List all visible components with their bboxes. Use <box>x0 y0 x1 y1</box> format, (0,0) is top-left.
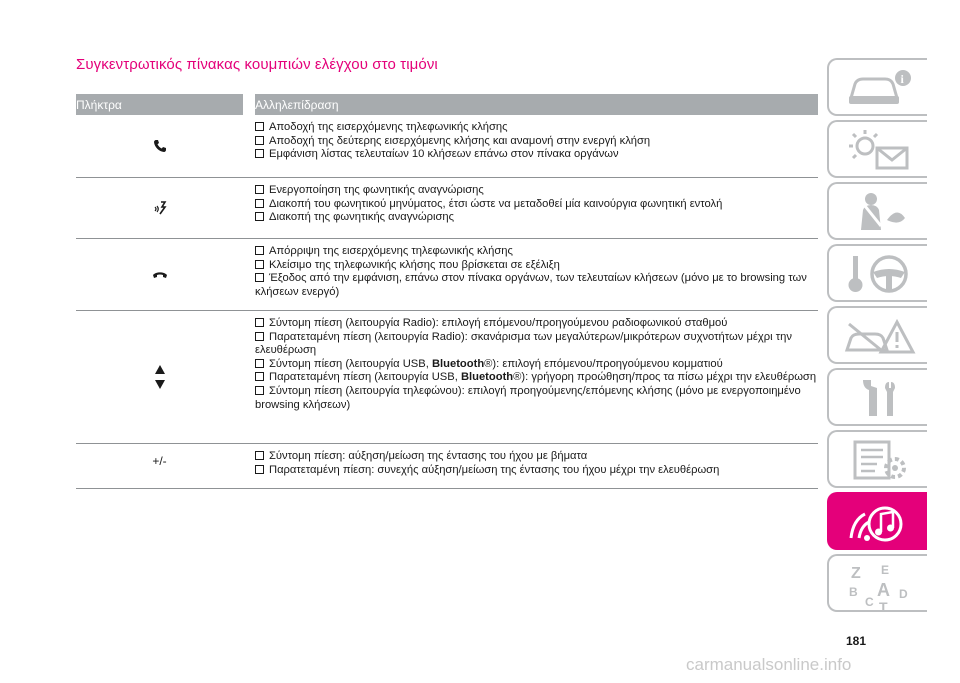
list-item: Διακοπή του φωνητικού μηνύματος, έτσι ώστε να μεταδοθεί μία καινούργια φωνητική εντολή <box>255 198 818 212</box>
svg-text:i: i <box>900 72 904 86</box>
tab-technical-data[interactable] <box>827 430 927 488</box>
table-row <box>76 311 818 444</box>
svg-text:E: E <box>881 563 890 577</box>
list-item: Έξοδος από την εμφάνιση, επάνω στον πίνακα οργάνων, των τελευταίων κλήσεων (μόνο με το browsing των κλήσεων ενεργό) <box>255 272 807 298</box>
svg-text:Z: Z <box>851 565 861 582</box>
volume-key-label: +/- <box>152 454 167 468</box>
tab-maintenance[interactable] <box>827 368 927 426</box>
svg-text:D: D <box>899 587 908 601</box>
list-item: Αποδοχή της δεύτερης εισερχόμενης κλήσης και αναμονή στην ενεργή κλήση <box>255 135 818 149</box>
multimedia-icon <box>841 500 917 544</box>
header-interaction: Αλληλεπίδραση <box>255 97 339 112</box>
table-header <box>76 94 818 115</box>
tools-maintenance-icon <box>841 376 917 420</box>
list-item: Κλείσιμο της τηλεφωνικής κλήσης που βρίσκεται σε εξέλιξη <box>255 259 818 273</box>
table-row <box>76 239 818 311</box>
page-title: Συγκεντρωτικός πίνακας κουμπιών ελέγχου στο τιμόνι <box>76 56 438 73</box>
phone-hangup-icon <box>76 239 243 310</box>
list-item: Ενεργοποίηση της φωνητικής αναγνώρισης <box>255 184 818 198</box>
table-row <box>76 178 818 239</box>
warning-breakdown-icon <box>841 314 917 358</box>
key-steering-wheel-icon <box>841 252 917 296</box>
voice-recognition-icon <box>76 178 243 238</box>
list-item: Σύντομη πίεση: αύξηση/μείωση της έντασης του ήχου με βήματα <box>255 450 818 464</box>
svg-text:C: C <box>865 595 874 609</box>
svg-text:B: B <box>849 585 858 599</box>
technical-data-icon <box>841 438 917 482</box>
list-item: Διακοπή της φωνητικής αναγνώρισης <box>255 211 818 225</box>
alphabetical-index-icon <box>841 562 917 612</box>
tab-safety[interactable] <box>827 182 927 240</box>
tab-emergency[interactable] <box>827 306 927 364</box>
header-keys: Πλήκτρα <box>76 97 122 112</box>
list-item: Παρατεταμένη πίεση (λειτουργία USB, Bluetooth®): γρήγορη προώθηση/προς τα πίσω μέχρι την ελευθέρωση <box>255 371 818 385</box>
controls-table <box>76 94 818 489</box>
list-item: Αποδοχή της εισερχόμενης τηλεφωνικής κλήσης <box>255 121 818 135</box>
svg-text:T: T <box>879 599 888 612</box>
list-item: Σύντομη πίεση (λειτουργία τηλεφώνου): επιλογή προηγούμενης/επόμενης κλήσης (μόνο με ενεργοποιημένο browsing κλήσεων) <box>255 384 801 411</box>
list-item: Σύντομη πίεση (λειτουργία USB, Bluetooth®): επιλογή επόμενου/προηγούμενου κομματιού <box>255 358 818 372</box>
up-down-arrows-icon <box>76 311 243 443</box>
tab-multimedia[interactable] <box>827 492 927 550</box>
lights-message-icon <box>841 128 917 172</box>
table-row <box>76 444 818 489</box>
tab-car-info[interactable] <box>827 58 927 116</box>
phone-answer-icon <box>76 115 243 177</box>
page-number: 181 <box>846 634 867 648</box>
seatbelt-airbag-icon <box>841 190 917 234</box>
tab-starting-driving[interactable] <box>827 244 927 302</box>
watermark: carmanualsonline.info <box>686 655 852 674</box>
svg-text:A: A <box>877 580 890 600</box>
list-item: Εμφάνιση λίστας τελευταίων 10 κλήσεων επάνω στον πίνακα οργάνων <box>255 148 818 162</box>
list-item: Παρατεταμένη πίεση: συνεχής αύξηση/μείωση της έντασης του ήχου μέχρι την ελευθέρωση <box>255 464 818 478</box>
list-item: Παρατεταμένη πίεση (λειτουργία Radio): σκανάρισμα των μεγαλύτερων/μικρότερων συχνοτήτων μέχρι την ελευθέρωση <box>255 330 792 357</box>
list-item: Απόρριψη της εισερχόμενης τηλεφωνικής κλήσης <box>255 245 818 259</box>
car-info-icon <box>841 66 917 110</box>
tab-lights-messages[interactable] <box>827 120 927 178</box>
tab-index[interactable] <box>827 554 927 612</box>
list-item: Σύντομη πίεση (λειτουργία Radio): επιλογή επόμενου/προηγούμενου ραδιοφωνικού σταθμού <box>255 317 818 331</box>
table-row <box>76 115 818 178</box>
